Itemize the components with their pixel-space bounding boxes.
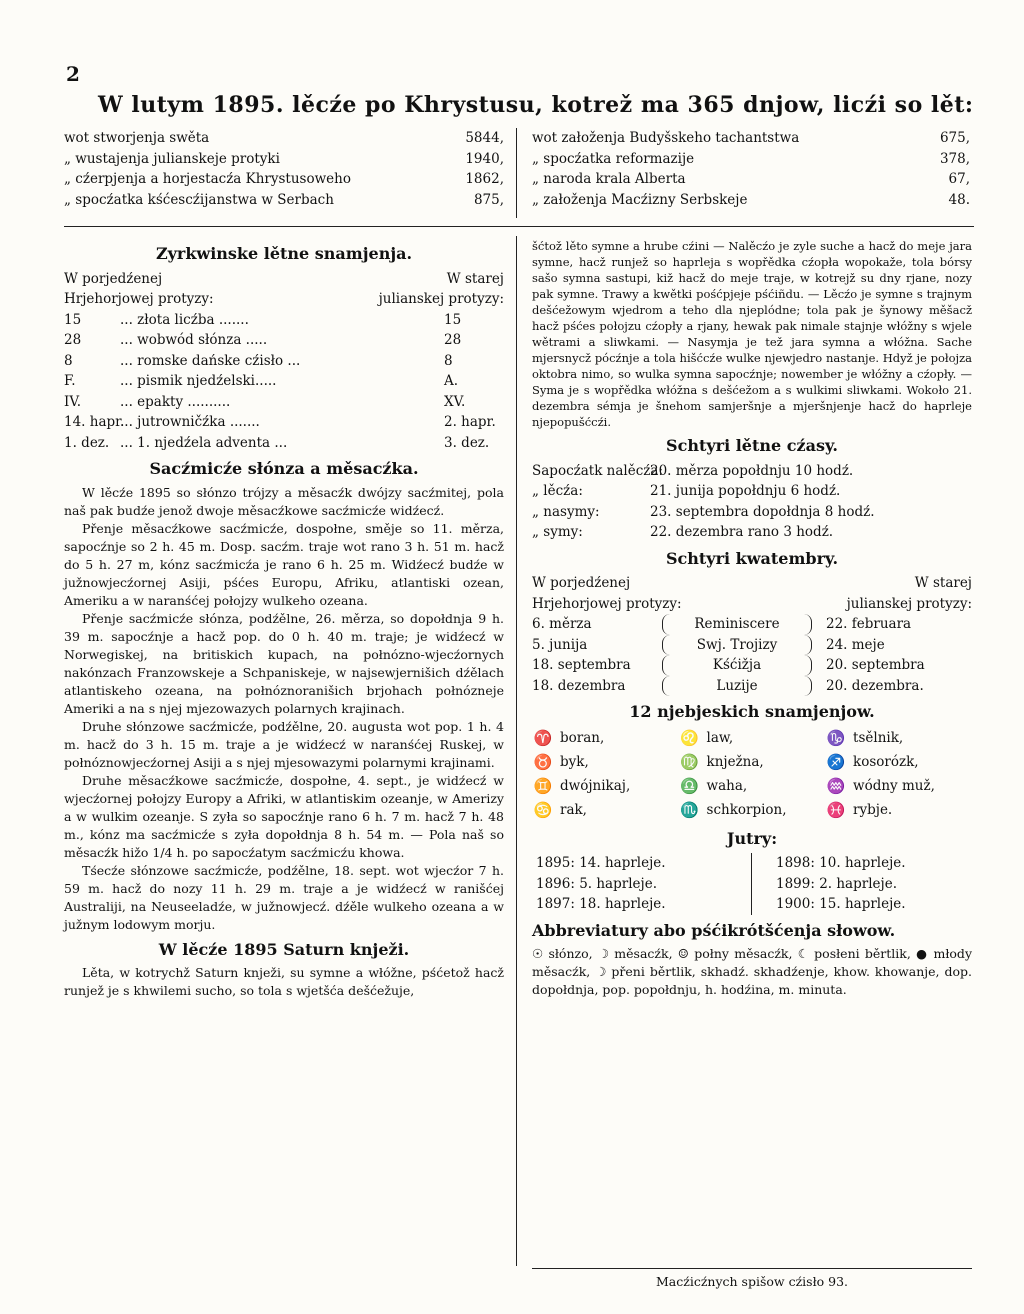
saturn-continuation: šćtož lěto symne a hrube cźini — Nalěcźo je zyle suche a hacž do meje jara symne, hacž runjež so haprleja s wopřědka cźopła wopokaže, tola bórsy sašo symna sastupi, kiž hacž do meje traje, w kotrejž su dny rjane, nozy pak symne. Trawy a kwětki pośćpjeje pśćiñdu. — Lěcźo je symne s trajnym dešćežowym wjedrom a teho dla njeplódne; tola pak je šynowy měšacž hacž pśćes połojzu cźopły a rjany, hewak pak nimale stajnje włóžny s wjele wětrami a sliwkami. — Nasymja je tež jara symna a włóžna. Sache mjersnycž pócźnje a tola hišćcźe wulke njewjedro nastanje. Hdyž je połojza oktobra nimo, so wulka symna sapocźnje; nowember je włóžny a cźopły. — Syma je s wopřědka włóžna s dešćežom a s wulkimi sliwkami. Wokoło 21. dezembra sémja je šnehom samjeršnje a mjeršnjenje hacž do haprleje njepopušćcźi. [532, 239, 972, 429]
seasons-title: Schtyri lětne cźasy. [666, 436, 838, 455]
eclipses-title: Sacźmicźe słónza a měsacźka. [149, 459, 419, 478]
cycles-header: W porjedźenej W starej [64, 270, 504, 287]
scales-icon: ♎ [680, 777, 699, 796]
horizontal-rule [532, 1268, 972, 1269]
right-column [532, 238, 972, 999]
ember-row: 5. junija Swj. Trojizy 24. meje [532, 635, 972, 656]
goat-icon: ♑ [826, 729, 846, 748]
column-divider [516, 236, 517, 1266]
abbrev-text: ☉ słónzo, ☽ měsacźk, ☺ połny měsacźk, ☾ posłeni běrtlik, ● młody měsacźk, ☽ přeni běrtlik, skhadź. skhadźenje, khow. khowanje, dop. dopołdnja, pop. popołdnju, h. hodźina, m. minuta. [532, 946, 972, 997]
cycle-row: 1. dez. ... 1. njedźela adventa ... 3. dez. [64, 434, 490, 451]
eclipse-paragraph: W lěcźe 1895 so słónzo trójzy a měsacźk dwójzy sacźmitej, pola naš pak budźe jenož dwoje měsacźkowe sacźmicźe widźecź. [64, 484, 504, 518]
footer-note: Macźicźnych spišow cźisło 93. [655, 1274, 849, 1289]
saturn-paragraph: Lěta, w kotrychž Saturn knježi, su symne a włóžne, pśćetož hacž runjež je s khwilemi sucho, so tola s wjetšća dešćežuje, [64, 965, 504, 998]
zodiac-grid [532, 727, 972, 823]
virgin-icon: ♍ [680, 753, 699, 772]
headline: W lutym 1895. lěcźe po Khrystusu, kotrež ma 365 dnjow, licźi so lět: [98, 92, 974, 118]
eclipse-paragraph: Přenje sacźmicźe słónza, podźělne, 26. měrza, so dopołdnja 9 h. 39 m. sapocźnje a hacž pop. do 0 h. 40 m. traje; je widźecź w Norwegiskej, na britiskich kupach, na połnózno-wjecźornych nakónzach Franzowskeje a Schpaniskeje, w najsewjernišich dźělach atlantiskeho ozeana, na połnóznoranišich brjohach połnózneje Ameriki a na s njej mjezowazych polarnych krajinach. [64, 610, 504, 716]
season-row: Sapocźatk nalěcźa: 20. měrza popołdnju 10 hodź. [532, 462, 854, 479]
epoch-row: „ wustajenja julianskeje protyki 1940, [64, 150, 504, 167]
zodiac-sign: ♎ waha, [680, 777, 748, 796]
season-row: „ lěcźa: 21. junija popołdnju 6 hodź. [532, 483, 841, 499]
zodiac-sign: ♋ rak, [533, 801, 587, 820]
zodiac-title: 12 njebjeskich snamjenjow. [629, 702, 875, 721]
zodiac-sign: ♐ kosorózk, [826, 753, 919, 772]
cycle-row: IV. ... epakty .......... XV. [64, 393, 466, 410]
eclipse-paragraph: Přenje měsacźkowe sacźmicźe, dospołne, směje so 11. měrza, sapocźnje so 2 h. 45 m. Dosp. sacźm. traje wot rano 3 h. 51 m. hacž do 5 h. 27 m, kónz sacźmicźa je rano 6 h. 25 m. Widźecź budźe w južnowjecźornej Asiji, pśćes Europu, Afriku, atlantiski ozean, Ameriku a w naranśćej połojzy wulkeho ozeana. [64, 520, 504, 608]
cycle-row: 8 ... romske dańske cźisło ... 8 [64, 352, 453, 369]
left-column [64, 238, 504, 1000]
zodiac-sign: ♒ wódny muž, [826, 777, 935, 796]
column-divider [516, 128, 517, 218]
cycles-title: Zyrkwinske lětne snamjenja. [155, 244, 413, 263]
season-row: „ symy: 22. dezembra rano 3 hodź. [532, 524, 834, 540]
epochs-left [64, 128, 504, 210]
zodiac-sign: ♓ rybje. [826, 801, 893, 820]
eclipse-paragraph: Druhe słónzowe sacźmicźe, podźělne, 20. augusta wot pop. 1 h. 4 m. hacž do 3 h. 15 m. traje a je widźecź w naranśćej Ruskej, w połnóznowjecźornej Asiji a s njej mjesowazymi polarnymi krajinami. [64, 718, 504, 770]
easter-table [532, 853, 972, 915]
zodiac-sign: ♑ tsělnik, [826, 729, 904, 748]
easter-left: 1895: 14. haprleje. 1896: 5. haprleje. 1897: 18. haprleje. [532, 853, 752, 915]
abbrev-title: Abbreviatury abo pśćikrótšćenja słowow. [532, 920, 896, 940]
twins-icon: ♊ [533, 777, 553, 796]
aquarius-icon: ♒ [826, 777, 846, 796]
ember-row: 6. měrza Reminiscere 22. februara [532, 614, 972, 635]
season-row: „ nasymy: 23. septembra dopołdnja 8 hodź. [532, 503, 875, 520]
ram-icon: ♈ [533, 729, 553, 748]
fish-icon: ♓ [826, 801, 846, 820]
zodiac-sign: ♉ byk, [533, 753, 589, 772]
zodiac-sign: ♏ schkorpion, [680, 801, 787, 820]
horizontal-rule [64, 226, 974, 227]
epoch-row: „ naroda krala Alberta 67, [532, 171, 970, 187]
capricorn-icon: ♐ [826, 753, 846, 772]
epoch-row: „ cźerpjenja a horjestacźa Khrystusoweho 1862, [64, 171, 504, 187]
crab-icon: ♋ [533, 801, 553, 820]
epoch-row: „ załoženja Macźizny Serbskeje 48. [532, 191, 970, 208]
epoch-row: „ spocźatka reformazije 378, [532, 150, 970, 167]
ember-title: Schtyri kwatembry. [665, 548, 839, 568]
epoch-row: „ spocźatka kśćescźijanstwa w Serbach 875, [64, 191, 504, 208]
epoch-row: wot załoženja Budyšskeho tachantstwa 675, [532, 130, 970, 146]
page-number: 2 [66, 62, 80, 86]
cycles-header: Hrjehorjowej protyzy: julianskej protyzy: [64, 291, 504, 307]
cycle-row: 15 ... złota licźba ....... 15 [64, 311, 462, 328]
cycle-row: 28 ... wobwód słónza ..... 28 [64, 332, 462, 348]
easter-title: Jutry: [726, 828, 778, 848]
eclipse-paragraph: Druhe měsacźkowe sacźmicźe, dospołne, 4. sept., je widźecź w wjecźornej połojzy Europy a Afriki, w atlantiskim ozeanje, w Amerizy a w wulkim ozeanje. S zyła so sapocźnje rano 6 h. 7 m. hacž 7 h. 48 m., kónz ma sacźmicźe s zyła dopołdnja 8 h. 54 m. — Pola naš so měsacźk hižo 1/4 h. po sapocźatym sacźmicźu khowa. [64, 772, 504, 860]
ember-header: Hrjehorjowej protyzy: julianskej protyzy: [532, 595, 972, 612]
lion-icon: ♌ [680, 729, 699, 748]
zodiac-sign: ♍ knježna, [680, 753, 764, 772]
epochs-right [532, 128, 970, 210]
eclipse-paragraph: Tśecźe słónzowe sacźmicźe, podźělne, 18. sept. wot wjecźor 7 h. 59 m. hacž do nozy 11 h. 29 m. traje a je widźecź w ranišćej Australiji, na Neuseeladźe, w južnowjecź. dźěle wulkeho ozeana a w južnym lodowym morju. [64, 862, 504, 932]
zodiac-sign: ♊ dwójnikaj, [533, 777, 631, 796]
scorpion-icon: ♏ [680, 801, 699, 820]
zodiac-sign: ♌ law, [680, 729, 734, 748]
bull-icon: ♉ [533, 753, 553, 772]
cycle-row: F. ... pismik njedźelski..... A. [64, 373, 459, 389]
ember-row: 18. dezembra Luzije 20. dezembra. [532, 676, 972, 697]
cycle-row: 14. hapr. ... jutrowničźka ....... 2. hapr. [64, 414, 496, 430]
zodiac-sign: ♈ boran, [533, 729, 605, 748]
saturn-title: W lěcźe 1895 Saturn knježi. [158, 939, 410, 959]
epoch-row: wot stworjenja swěta 5844, [64, 130, 504, 146]
ember-row: 18. septembra Kśćižja 20. septembra [532, 655, 972, 676]
ember-header: W porjedźenej W starej [532, 575, 972, 591]
easter-right: 1898: 10. haprleje. 1899: 2. haprleje. 1900: 15. haprleje. [776, 855, 906, 912]
